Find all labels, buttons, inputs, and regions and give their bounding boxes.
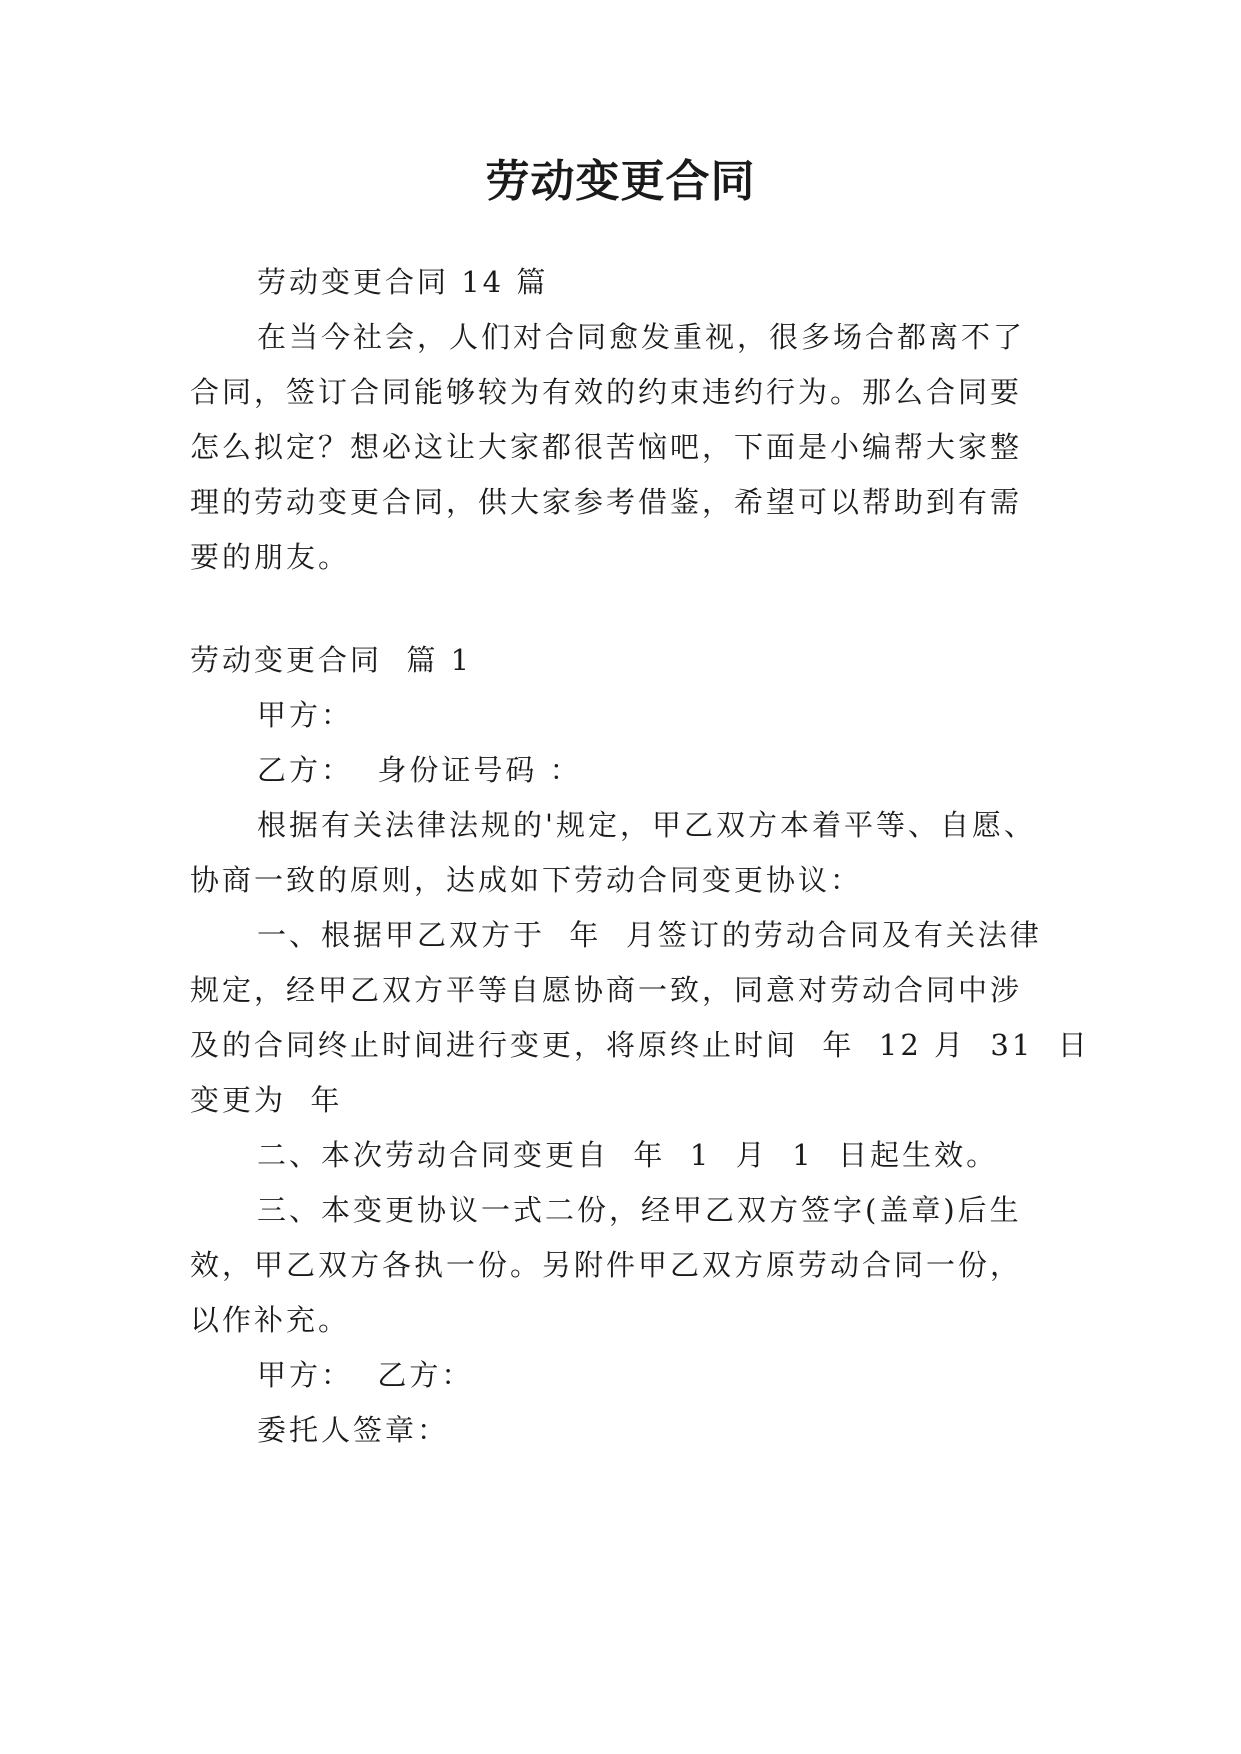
clause-1-line: 一、根据甲乙双方于 年 月签订的劳动合同及有关法律 (257, 918, 1042, 952)
clause-1-line: 及的合同终止时间进行变更，将原终止时间 年 12 月 31 日 (190, 1028, 1090, 1062)
document-title: 劳动变更合同 (485, 156, 756, 207)
clause-3-line: 效，甲乙双方各执一份。另附件甲乙双方原劳动合同一份， (190, 1248, 1023, 1282)
signature-line: 甲方： 乙方： (257, 1358, 474, 1392)
intro-line: 劳动变更合同 14 篇 (257, 265, 549, 299)
clause-1-line: 规定，经甲乙双方平等自愿协商一致，同意对劳动合同中涉 (190, 973, 1023, 1007)
preamble-line: 协商一致的原则，达成如下劳动合同变更协议： (190, 863, 863, 897)
clause-3-line: 三、本变更协议一式二份，经甲乙双方签字(盖章)后生 (257, 1193, 1022, 1227)
intro-line: 理的劳动变更合同，供大家参考借鉴，希望可以帮助到有需 (190, 485, 1023, 519)
clause-3-line: 以作补充。 (190, 1303, 351, 1337)
party-a-label: 甲方： (257, 698, 354, 732)
intro-line: 合同，签订合同能够较为有效的约束违约行为。那么合同要 (190, 375, 1023, 409)
party-b-label: 乙方： 身份证号码 ： (257, 753, 582, 787)
section-heading: 劳动变更合同 篇 1 (190, 643, 473, 677)
preamble-line: 根据有关法律法规的'规定，甲乙双方本着平等、自愿、 (257, 808, 1036, 842)
delegate-signature-line: 委托人签章： (257, 1413, 450, 1447)
clause-1-line: 变更为 年 (190, 1083, 343, 1117)
intro-line: 怎么拟定？想必这让大家都很苦恼吧，下面是小编帮大家整 (190, 430, 1023, 464)
clause-2-line: 二、本次劳动合同变更自 年 1 月 1 日起生效。 (257, 1138, 999, 1172)
intro-line: 在当今社会，人们对合同愈发重视，很多场合都离不了 (257, 320, 1026, 354)
intro-line: 要的朋友。 (190, 540, 351, 574)
